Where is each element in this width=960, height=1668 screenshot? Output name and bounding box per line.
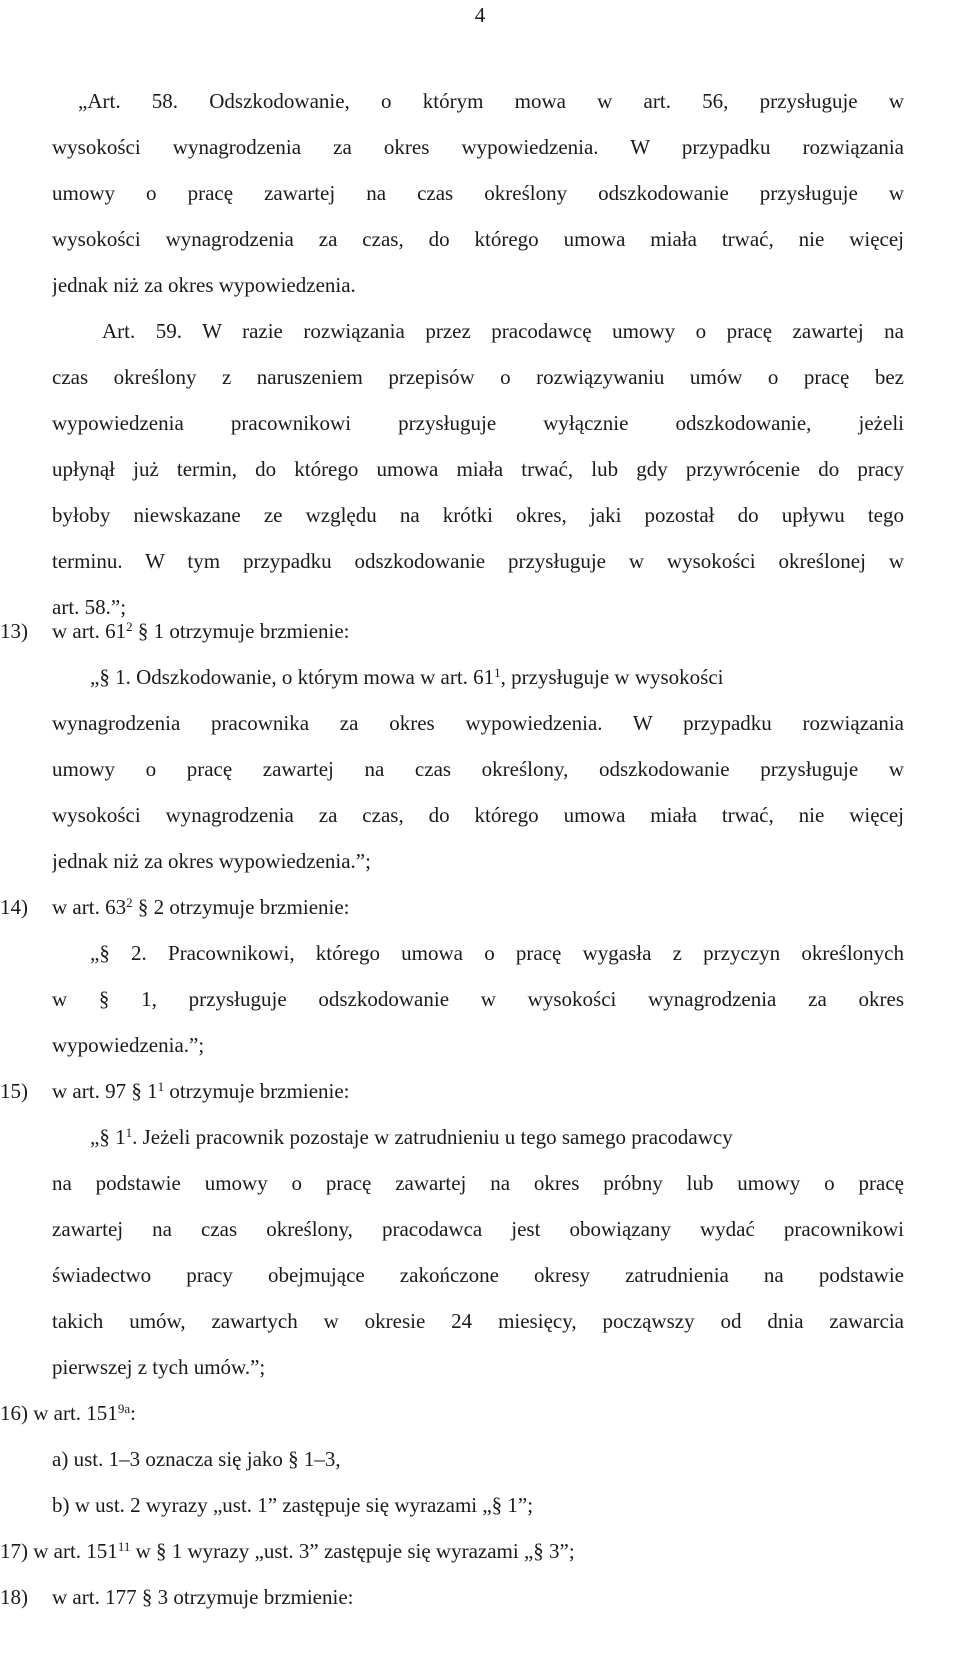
text-line: czas określony z naruszeniem przepisów o rozwiązywaniu umów o pracę bez <box>52 365 904 389</box>
text-line: świadectwo pracy obejmujące zakończone okresy zatrudnienia na podstawie <box>52 1263 904 1287</box>
text-line: wypowiedzenia.”; <box>52 1033 205 1057</box>
item-intro: w art. $63^2$ § 2 otrzymuje brzmienie: <box>52 894 350 919</box>
text-line: jednak niż za okres wypowiedzenia.”; <box>52 849 371 873</box>
text-line: wysokości wynagrodzenia za okres wypowiedzenia. W przypadku rozwiązania <box>52 135 904 159</box>
text-line: umowy o pracę zawartej na czas określony odszkodowanie przysługuje w <box>52 181 904 205</box>
text-line: wypowiedzenia pracownikowi przysługuje wyłącznie odszkodowanie, jeżeli <box>52 411 904 435</box>
item-intro: w art. 177 § 3 otrzymuje brzmienie: <box>52 1585 354 1609</box>
item-intro: w art. $61^2$ § 1 otrzymuje brzmienie: <box>52 618 350 643</box>
text-line: pierwszej z tych umów.”; <box>52 1355 266 1379</box>
text-line: takich umów, zawartych w okresie 24 miesięcy, począwszy od dnia zawarcia <box>52 1309 904 1333</box>
text-line: Art. 59. W razie rozwiązania przez pracodawcę umowy o pracę zawartej na <box>102 319 904 343</box>
item15-quote <box>52 1114 904 1390</box>
text-line: terminu. W tym przypadku odszkodowanie przysługuje w wysokości określonej w <box>52 549 904 573</box>
sub-item: b) w ust. 2 wyrazy „ust. 1” zastępuje się wyrazami „§ 1”; <box>52 1493 534 1517</box>
text-line: w § 1, przysługuje odszkodowanie w wysokości wynagrodzenia za okres <box>52 987 904 1011</box>
text-line: „§ 2. Pracownikowi, którego umowa o pracę wygasła z przyczyn określonych <box>90 941 904 965</box>
text-line: „§ 1. Odszkodowanie, o którym mowa w art. $61^1$, przysługuje w wysokości <box>90 664 724 689</box>
text-line: zawartej na czas określony, pracodawca jest obowiązany wydać pracownikowi <box>52 1217 904 1241</box>
sub-item: a) ust. 1–3 oznacza się jako § 1–3, <box>52 1447 341 1471</box>
item-intro: w art. 97 § $1^1$ otrzymuje brzmienie: <box>52 1078 350 1103</box>
text-line: wysokości wynagrodzenia za czas, do którego umowa miała trwać, nie więcej <box>52 227 904 251</box>
text-line: „Art. 58. Odszkodowanie, o którym mowa w art. 56, przysługuje w <box>78 89 904 113</box>
text-line: byłoby niewskazane ze względu na krótki okres, jaki pozostał do upływu tego <box>52 503 904 527</box>
page-number: 4 <box>474 3 486 27</box>
text-line: jednak niż za okres wypowiedzenia. <box>52 273 356 297</box>
item-number: 13) <box>0 619 28 643</box>
text-line: wynagrodzenia pracownika za okres wypowiedzenia. W przypadku rozwiązania <box>52 711 904 735</box>
art58-paragraph <box>52 78 904 308</box>
item-intro: 16) w art. $151^{9a}$: <box>0 1400 136 1425</box>
text-line: na podstawie umowy o pracę zawartej na okres próbny lub umowy o pracę <box>52 1171 904 1195</box>
item-number: 14) <box>0 895 28 919</box>
text-line: upłynął już termin, do którego umowa miała trwać, lub gdy przywrócenie do pracy <box>52 457 904 481</box>
text-line: umowy o pracę zawartej na czas określony, odszkodowanie przysługuje w <box>52 757 904 781</box>
item13-quote <box>52 654 904 884</box>
item-number: 15) <box>0 1079 28 1103</box>
text-line: wysokości wynagrodzenia za czas, do którego umowa miała trwać, nie więcej <box>52 803 904 827</box>
item-intro: 17) w art. $151^{11}$ w § 1 wyrazy „ust. 3” zastępuje się wyrazami „§ 3”; <box>0 1538 575 1563</box>
text-line: „§ $1^1$. Jeżeli pracownik pozostaje w zatrudnieniu u tego samego pracodawcy <box>90 1124 733 1149</box>
art59-paragraph <box>52 308 904 630</box>
item-number: 18) <box>0 1585 28 1609</box>
text-line: art. 58.”; <box>52 595 127 619</box>
item14-quote <box>52 930 904 1068</box>
